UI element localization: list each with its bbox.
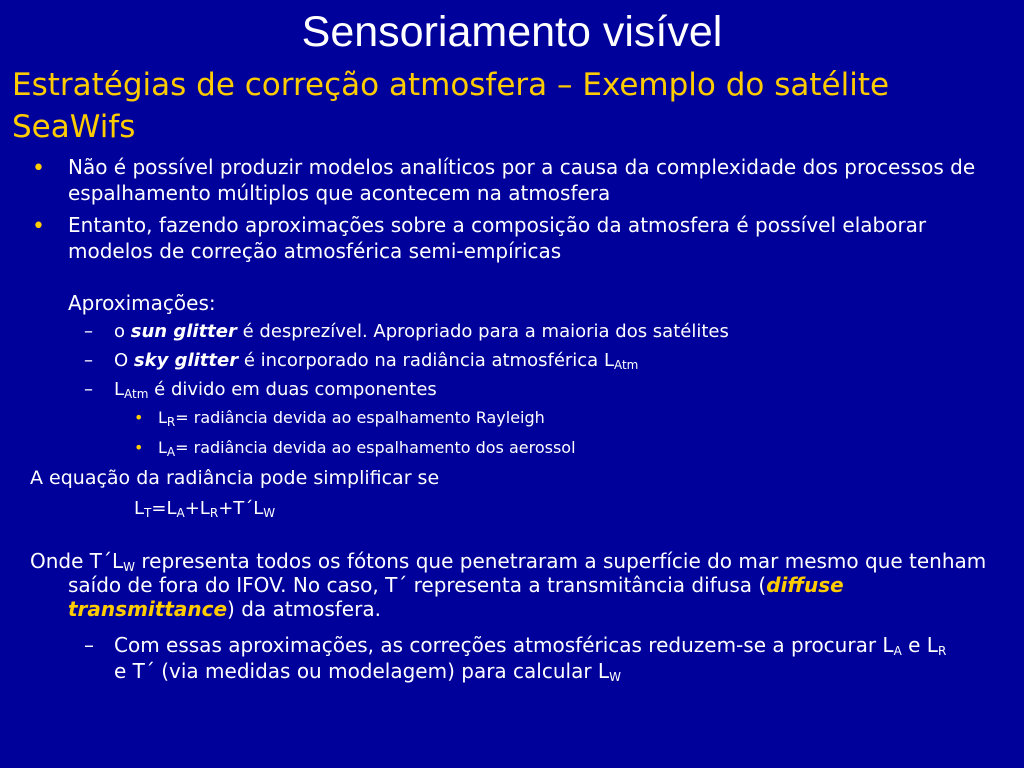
text-segment: ) da atmosfera. — [227, 597, 381, 621]
subscript: A — [176, 506, 185, 520]
sub-item-2 — [84, 349, 984, 373]
bullet-item-1 — [34, 154, 994, 206]
text-segment: +T´L — [218, 498, 264, 519]
text-segment: L — [114, 379, 125, 400]
approximations-heading: Aproximações: — [68, 291, 216, 315]
subscript: W — [609, 670, 621, 684]
radiance-equation — [134, 496, 275, 522]
bullet-dot-icon: • — [134, 408, 144, 427]
text-segment: representa todos os fótons que penetraram a superfície do mar mesmo que tenham saído de fora do IFOV. No caso, T´ representa a transmitância difusa ( — [68, 549, 987, 597]
equation-intro: A equação da radiância pode simplificar se — [30, 467, 440, 489]
text-segment: Com essas aproximações, as correções atmosféricas reduzem-se a procurar L — [114, 633, 894, 657]
text-segment: é desprezível. Apropriado para a maioria dos satélites — [236, 321, 729, 342]
sub-item-1 — [84, 320, 984, 344]
text-segment: +L — [184, 498, 210, 519]
bullet-text: Não é possível produzir modelos analíticos por a causa da complexidade dos processos de espalhamento múltiplos que acontecem na atmosfera — [68, 155, 976, 205]
subscript: R — [209, 506, 219, 520]
slide-subtitle: Estratégias de correção atmosfera – Exemplo do satélite SeaWifs — [12, 67, 890, 145]
subscript: T — [144, 506, 152, 520]
dash-marker: – — [84, 321, 93, 342]
bullet-item-2 — [34, 212, 994, 264]
final-sub-item — [84, 632, 964, 684]
subscript: Atm — [124, 387, 149, 401]
text-segment: = radiância devida ao espalhamento Rayleigh — [175, 408, 545, 427]
text-segment: e L — [901, 633, 938, 657]
subscript: W — [123, 560, 136, 574]
slide-title: Sensoriamento visível — [301, 8, 723, 56]
text-segment: L — [134, 498, 145, 519]
sub-sub-item-2 — [134, 437, 576, 459]
text-segment: = radiância devida ao espalhamento dos aerossol — [175, 438, 576, 457]
text-segment: L — [158, 408, 167, 427]
subscript: R — [166, 415, 176, 429]
subscript: R — [937, 644, 947, 658]
text-segment: o — [114, 321, 131, 342]
bullet-dot-icon: • — [32, 214, 45, 239]
subscript: A — [893, 644, 902, 658]
emphasis-sky-glitter: sky glitter — [133, 350, 239, 371]
bullet-dot-icon: • — [134, 438, 144, 457]
text-segment: L — [158, 438, 167, 457]
dash-marker: – — [84, 633, 94, 657]
text-segment: =L — [151, 498, 177, 519]
dash-marker: – — [84, 379, 93, 400]
sub-sub-item-1 — [134, 407, 545, 429]
text-segment: Onde T´L — [30, 549, 124, 573]
subscript: W — [263, 506, 276, 520]
sub-item-3 — [84, 378, 984, 402]
emphasis-sun-glitter: sun glitter — [130, 321, 237, 342]
explanation-paragraph — [30, 549, 1008, 621]
dash-marker: – — [84, 350, 93, 371]
text-segment: O — [114, 350, 134, 371]
bullet-text: Entanto, fazendo aproximações sobre a composição da atmosfera é possível elaborar modelos de correção atmosférica semi-empíricas — [68, 213, 927, 263]
subscript: A — [166, 445, 176, 459]
bullet-dot-icon: • — [32, 156, 45, 181]
text-segment: e T´ (via medidas ou modelagem) para calcular L — [114, 659, 610, 683]
subscript: Atm — [613, 358, 639, 372]
text-segment: é incorporado na radiância atmosférica L — [238, 350, 614, 371]
emphasis-diffuse-transmittance: diffuse transmittance — [68, 573, 844, 621]
text-segment: é divido em duas componentes — [148, 379, 437, 400]
